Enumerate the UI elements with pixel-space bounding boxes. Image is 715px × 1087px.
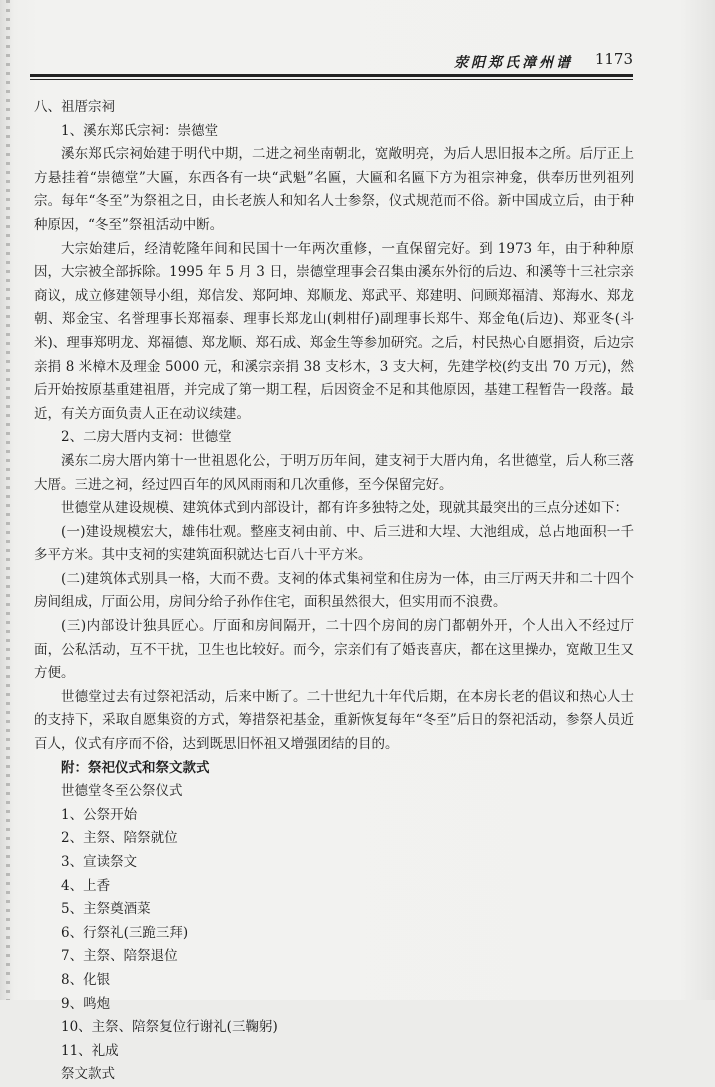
ceremony-step: 3、宣读祭文 [61, 854, 138, 870]
ceremony-step: 10、主祭、陪祭复位行谢礼(三鞠躬) [61, 1019, 278, 1036]
page-header [30, 44, 633, 84]
ceremony-step: 2、主祭、陪祭就位 [61, 830, 178, 847]
paragraph: 世德堂从建设规模、建筑体式到内部设计，都有许多独特之处，现就其最突出的三点分述如下： [61, 500, 628, 517]
ceremony-step: 6、行祭礼(三跪三拜) [61, 924, 189, 941]
ceremony-step: 9、鸣炮 [61, 995, 111, 1012]
ceremony-title: 世德堂冬至公祭仪式 [61, 783, 183, 800]
header-rule [30, 74, 633, 80]
paragraph: (三)内部设计独具匠心。厅面和房间隔开，二十四个房间的房门都朝外开，个人出入不经过厅面，公私活动，互不干扰，卫生也比较好。而今，宗亲们有了婚丧喜庆，都在这里操办，宽敞卫生又方便。 [34, 618, 634, 682]
subsection-1-heading: 1、溪东郑氏宗祠：崇德堂 [61, 122, 219, 139]
appendix-heading: 附：祭祀仪式和祭文款式 [61, 759, 210, 776]
page-number: 1173 [594, 50, 633, 68]
section-heading: 八、祖厝宗祠 [34, 99, 115, 115]
ceremony-step: 11、礼成 [61, 1042, 119, 1059]
ceremony-step: 5、主祭奠酒菜 [61, 901, 151, 918]
paragraph: 世德堂过去有过祭祀活动，后来中断了。二十世纪九十年代后期，在本房长老的倡议和热心人士的支持下，采取自愿集资的方式，筹措祭祀基金，重新恢复每年“冬至”后日的祭祀活动，参祭人员近百人，仪式有序而不俗，达到既思旧怀祖又增强团结的目的。 [34, 688, 634, 753]
ceremony-step: 1、公祭开始 [61, 806, 138, 823]
paragraph: (一)建设规模宏大，雄伟壮观。整座支祠由前、中、后三进和大埕、大池组成，总占地面积一千多平方米。其中支祠的实建筑面积就达七百八十平方米。 [34, 523, 634, 564]
ceremony-step: 7、主祭、陪祭退位 [61, 948, 178, 965]
paragraph: 大宗始建后，经清乾隆年间和民国十一年两次重修，一直保留完好。到 1973 年，由于种种原因，大宗被全部拆除。1995 年 5 月 3 日，崇德堂理事会召集由溪东外衍的后边、和溪等十三社宗亲商议，成立修建领导小组，郑信发、郑阿坤、郑顺龙、郑武平、郑建明、问顾郑福清、郑海水、郑龙朝、郑金宝、名誉理事长郑福泰、理事长郑龙山(剌柑仔)副理事长郑牛、郑金龟(后边)、郑亚冬(斗米)、理事郑明龙、郑福德、郑龙顺、郑石成、郑金生等参加研究。之后，村民热心自愿捐资，后边宗亲捐 8 米樟木及理金 5000 元，和溪宗亲捐 38 支杉木，3 支大柯，先建学校(约支出 70 万元)，然后开始按原基重建祖厝，并完成了第一期工程，后因资金不足和其他原因，基建工程暂告一段落。最近，有关方面负责人正在动议续建。 [34, 240, 634, 422]
book-title: 荥阳郑氏漳州谱 [454, 55, 573, 71]
closing-heading: 祭文款式 [61, 1066, 115, 1083]
ceremony-step: 4、上香 [61, 877, 111, 894]
paragraph: (二)建筑体式别具一格，大而不费。支祠的体式集祠堂和住房为一体，由三厅两天井和二十四个房间组成，厅面公用，房间分给子孙作住宅，面积虽然很大，但实用而不浪费。 [34, 570, 634, 611]
paragraph: 溪东郑氏宗祠始建于明代中期，二进之祠坐南朝北，宽敞明亮，为后人思旧报本之所。后厅正上方悬挂着“崇德堂”大匾，东西各有一块“武魁”名匾，大匾和名匾下方为祖宗神龛，供奉历世列祖列宗。每年“冬至”为祭祖之日，由长老族人和知名人士参祭，仪式规范而不俗。新中国成立后，由于种种原因，“冬至”祭祖活动中断。 [34, 146, 634, 233]
subsection-2-heading: 2、二房大厝内支祠：世德堂 [61, 429, 232, 446]
paragraph: 溪东二房大厝内第十一世祖恩化公，于明万历年间，建支祠于大厝内角，名世德堂，后人称三落大厝。三进之祠，经过四百年的风风雨雨和几次重修，至今保留完好。 [34, 452, 634, 493]
main-content [34, 96, 634, 1087]
ceremony-step: 8、化银 [61, 971, 111, 988]
binding-edge [6, 0, 10, 1000]
